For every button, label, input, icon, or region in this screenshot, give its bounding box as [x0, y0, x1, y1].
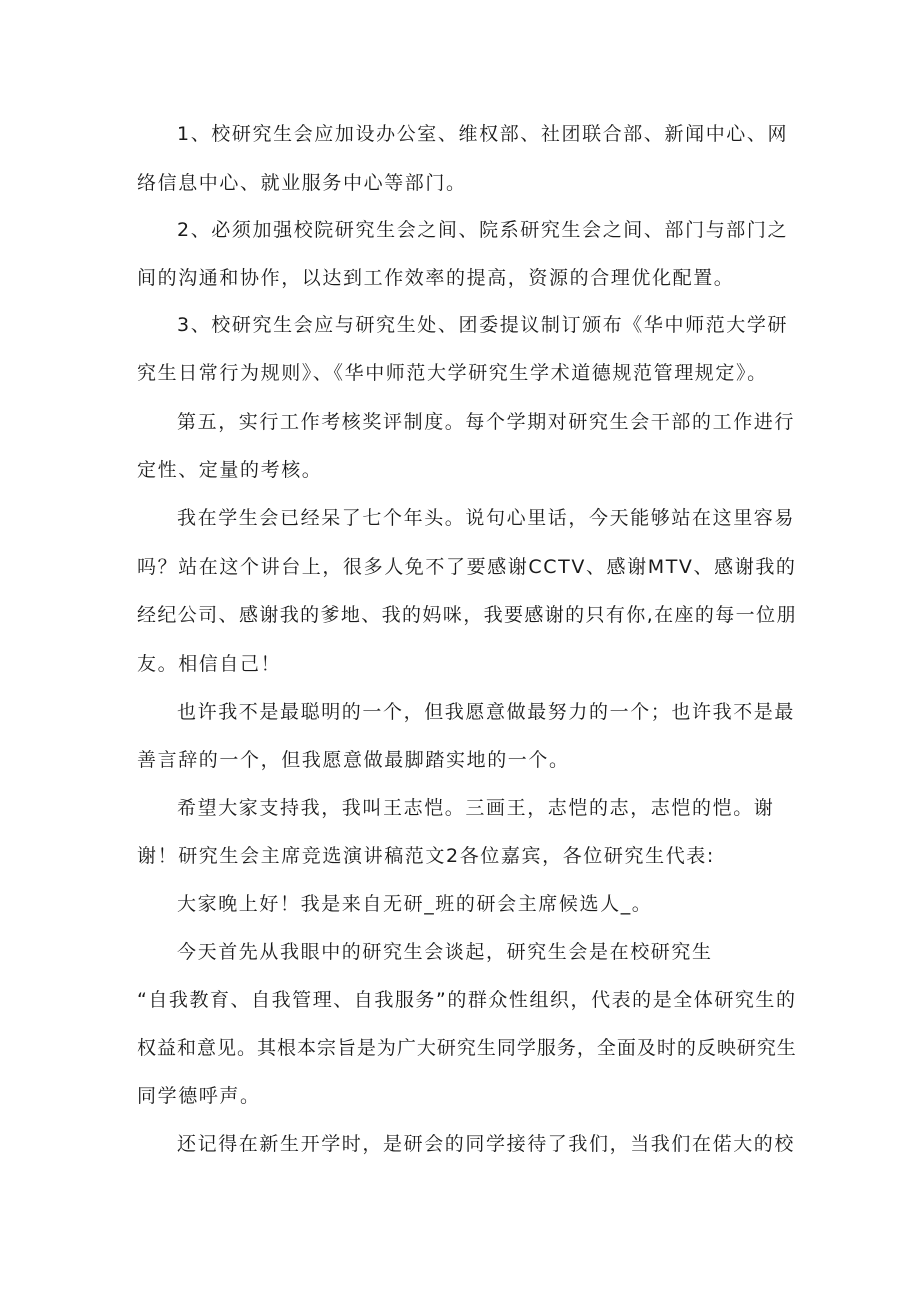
text-line: 还记得在新生开学时，是研会的同学接待了我们，当我们在偌大的校 — [177, 1133, 796, 1155]
text-line: 善言辞的一个，但我愿意做最脚踏实地的一个。 — [137, 749, 570, 771]
text-line: 络信息中心、就业服务中心等部门。 — [137, 172, 467, 194]
text-line: 谢！研究生会主席竞选演讲稿范文2各位嘉宾，各位研究生代表: — [137, 845, 715, 867]
text-line: 1、校研究生会应加设办公室、维权部、社团联合部、新闻中心、网 — [177, 123, 789, 145]
text-line: 也许我不是最聪明的一个，但我愿意做最努力的一个；也许我不是最 — [177, 701, 796, 723]
text-line: 友。相信自己！ — [137, 653, 282, 675]
text-line: 权益和意见。其根本宗旨是为广大研究生同学服务，全面及时的反映研究生 — [137, 1037, 797, 1059]
text-line: 究生日常行为规则》、《华中师范大学研究生学术道德规范管理规定》。 — [137, 362, 768, 384]
text-line: 今天首先从我眼中的研究生会谈起，研究生会是在校研究生 — [177, 941, 713, 963]
text-line: 2、必须加强校院研究生会之间、院系研究生会之间、部门与部门之 — [177, 219, 789, 241]
text-line: 间的沟通和协作，以达到工作效率的提高，资源的合理优化配置。 — [137, 267, 735, 289]
text-line: 经纪公司、感谢我的爹地、我的妈咪，我要感谢的只有你,在座的每一位朋 — [137, 604, 797, 626]
text-line: 希望大家支持我，我叫王志恺。三画王，志恺的志，志恺的恺。谢 — [177, 797, 775, 819]
text-line: 定性、定量的考核。 — [137, 459, 323, 481]
text-line: 大家晚上好！我是来自无研_班的研会主席候选人_。 — [177, 893, 653, 915]
text-line: 吗？站在这个讲台上，很多人免不了要感谢CCTV、感谢MTV、感谢我的 — [137, 556, 797, 578]
text-line: 我在学生会已经呆了七个年头。说句心里话，今天能够站在这里容易 — [177, 507, 796, 529]
text-line: 3、校研究生会应与研究生处、团委提议制订颁布《华中师范大学研 — [177, 314, 789, 336]
text-line: 第五，实行工作考核奖评制度。每个学期对研究生会干部的工作进行 — [177, 411, 796, 433]
text-line: 同学德呼声。 — [137, 1085, 261, 1107]
text-line: “自我教育、自我管理、自我服务”的群众性组织，代表的是全体研究生的 — [137, 989, 797, 1011]
